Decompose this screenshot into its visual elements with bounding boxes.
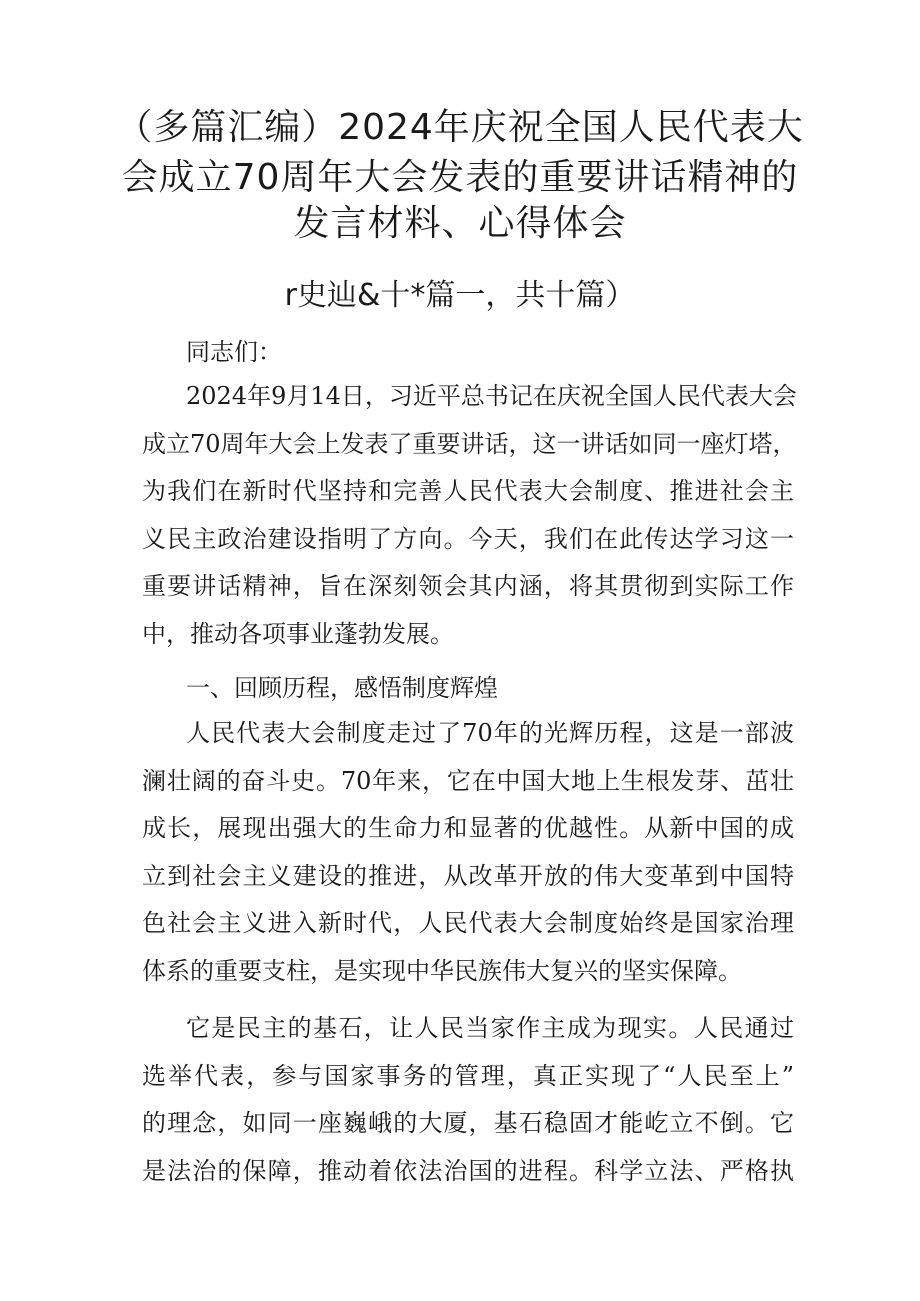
paragraph-line: 2024年9月14日，习近平总书记在庆祝全国人民代表大会 xyxy=(186,382,797,410)
paragraph-line: 人民代表大会制度走过了70年的光辉历程，这是一部波 xyxy=(186,719,794,747)
title-line-3: 发言材料、心得体会 xyxy=(293,203,627,244)
paragraph-line: 立到社会主义建设的推进，从改革开放的伟大变革到中国特 xyxy=(142,861,794,890)
paragraph-line: 选举代表，参与国家事务的管理，真正实现了“人民至上” xyxy=(142,1061,794,1090)
paragraph-line: 成立70周年大会上发表了重要讲话，这一讲话如同一座灯塔， xyxy=(142,429,797,458)
title-line-1: （多篇汇编）2024年庆祝全国人民代表大 xyxy=(116,107,804,148)
paragraph-line: 重要讲话精神，旨在深刻领会其内涵，将其贯彻到实际工作 xyxy=(142,572,794,600)
paragraph-line: 澜壮阔的奋斗史。70年来，它在中国大地上生根发芽、茁壮 xyxy=(142,766,794,795)
paragraph-line: 义民主政治建设指明了方向。今天，我们在此传达学习这一 xyxy=(142,524,794,553)
paragraph-history xyxy=(142,710,794,995)
paragraph-line: 中，推动各项事业蓬勃发展。 xyxy=(142,619,454,648)
paragraph-line: 成长，展现出强大的生命力和显著的优越性。从新中国的成 xyxy=(142,814,794,842)
paragraph-line: 为我们在新时代坚持和完善人民代表大会制度、推进社会主 xyxy=(142,477,794,505)
section-heading: 一、回顾历程，感悟制度辉煌 xyxy=(186,674,498,702)
paragraph-line: 色社会主义进入新时代，人民代表大会制度始终是国家治理 xyxy=(142,909,794,937)
title-line-2: 会成立70周年大会发表的重要讲话精神的 xyxy=(121,157,799,198)
paragraph-line: 是法治的保障，推动着依法治国的进程。科学立法、严格执 xyxy=(142,1156,794,1185)
paragraph-line: 的理念，如同一座巍峨的大厦，基石稳固才能屹立不倒。它 xyxy=(142,1109,794,1137)
salutation: 同志们： xyxy=(186,338,282,366)
paragraph-foundation xyxy=(142,1005,794,1195)
subtitle: r史辿&十*篇一，共十篇） xyxy=(284,278,636,313)
paragraph-line: 体系的重要支柱，是实现中华民族伟大复兴的坚实保障。 xyxy=(142,956,742,985)
paragraph-line: 它是民主的基石，让人民当家作主成为现实。人民通过 xyxy=(186,1014,794,1042)
paragraph-intro xyxy=(142,373,797,658)
